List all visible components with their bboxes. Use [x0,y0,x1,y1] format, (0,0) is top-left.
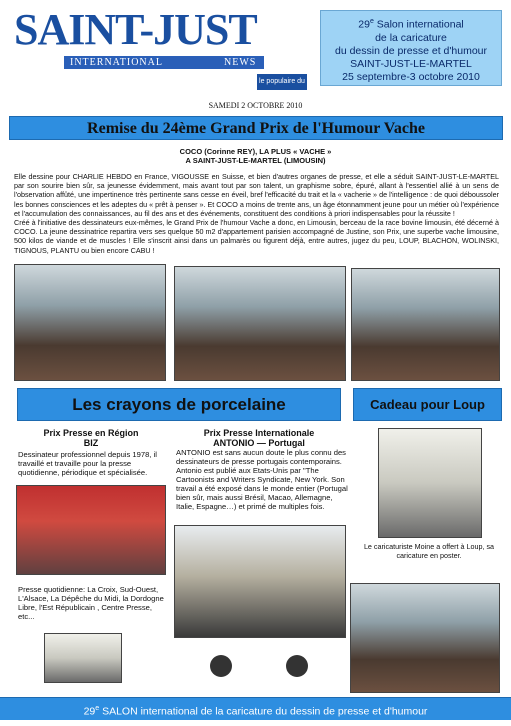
photo-coco-cow-1 [14,264,166,381]
footer-banner: 29e SALON international de la caricature du dessin de presse et d'humour [0,697,511,720]
article-body [14,172,499,255]
salon-line-4: SAINT-JUST-LE-MARTEL [350,57,472,70]
article-paragraph: Elle dessine pour CHARLIE HEBDO en France, VIGOUSSE en Suisse, et bien d'autres organes de presse, et elle a séduit SAINT-JUST-LE-MARTEL par son sourire bien sûr, sa jeunesse évidemment, mais avant tout par son talent, un graphisme sobre, épuré, allant à l'essentiel allié à un sens de l'observation affûté, une impertinence très pertinente sans cesse en éveil, bref l'efficacité du trait et la « vacherie » de l'intelligence : de quoi déboussoler les bonnes consciences et les adeptes du « prêt à penser ». Et COCO a moins de trente ans, un âge étonnamment jeune pour un métier où l'expérience et l'accumulation des connaissances, au fil des ans et des événements, constituent des conditions à priori indispensables pour la réussite ! [14,172,499,218]
photo-loup [350,583,500,693]
publisher-logo: le populaire du centre [257,74,307,90]
salon-line-1: 29e Salon international [358,18,464,31]
col3-caption: Le caricaturiste Moine a offert à Loup, sa caricature en poster. [363,542,495,560]
masthead-logo: SAINT-JUST [14,5,257,54]
photo-coco-cow-2 [174,266,346,381]
photo-biz [16,485,166,575]
section-crayons: Les crayons de porcelaine [17,388,341,421]
salon-line-3: du dessin de presse et d'humour [334,44,487,57]
masthead-band [64,56,264,69]
salon-info-box [320,10,502,86]
band-international: INTERNATIONAL [70,57,163,68]
subheadline: COCO (Corinne REY), LA PLUS « VACHE » A SAINT-JUST-LE-MARTEL (LIMOUSIN) [179,147,332,165]
photo-antonio [174,525,346,638]
cow-mascot-icon [286,655,308,677]
col2-title: Prix Presse Internationale ANTONIO — Portugal [203,428,315,448]
section-cadeau: Cadeau pour Loup [353,388,502,421]
cow-mascot-icon [210,655,232,677]
salon-line-5: 25 septembre-3 octobre 2010 [342,70,480,83]
col2-text: ANTONIO est sans aucun doute le plus connu des dessinateurs de presse portugais contemporains. Antonio est publié aux Etats-Unis par "The Cartoonists and Writers Syndicate, New York. Son travail a été exposé dans le monde entier (Portugal bien sûr, mais aussi Brésil, Macao, Allemagne, Italie, Espagne…) et primé de multiples fois. [176,448,348,511]
photo-coco-cow-3 [351,268,500,381]
col1-press: Presse quotidienne: La Croix, Sud-Ouest, L'Alsace, La Dépêche du Midi, la Dordogne Libre, l'Est Républicain , Centre Presse, etc... [18,585,164,621]
issue-date: SAMEDI 2 OCTOBRE 2010 [208,101,303,110]
col1-text: Dessinateur professionnel depuis 1978, il travaillé et travaille pour la presse quotidienne, périodique et spécialisée. [18,450,157,477]
band-news: NEWS [224,57,257,68]
article-paragraph: Créé à l'initiative des dessinateurs eux-mêmes, le Grand Prix de l'humour Vache a donc, en Limousin, berceau de la race bovine limousin, été décerné à COCO. La jeune dessinatrice repartira vers ses quelque 50 m2 d'appartement parisien accompagné de Justine, son Prix, une superbe vache limousine, 500 kilos de viande et de muscles ! Elle s'inscrit ainsi dans un palmarès ou figurent déjà, entre autres, jugez du peu, LOUP, BLACHON, WOLINSKI, TIGNOUS, PLANTU ou bien encore CABU ! [14,218,499,255]
photo-train [44,633,122,683]
headline-banner: Remise du 24ème Grand Prix de l'Humour Vache [9,116,503,140]
salon-line-2: de la caricature [375,31,447,44]
photo-caricature-poster [378,428,482,538]
col1-title: Prix Presse en Région BIZ [43,428,139,448]
